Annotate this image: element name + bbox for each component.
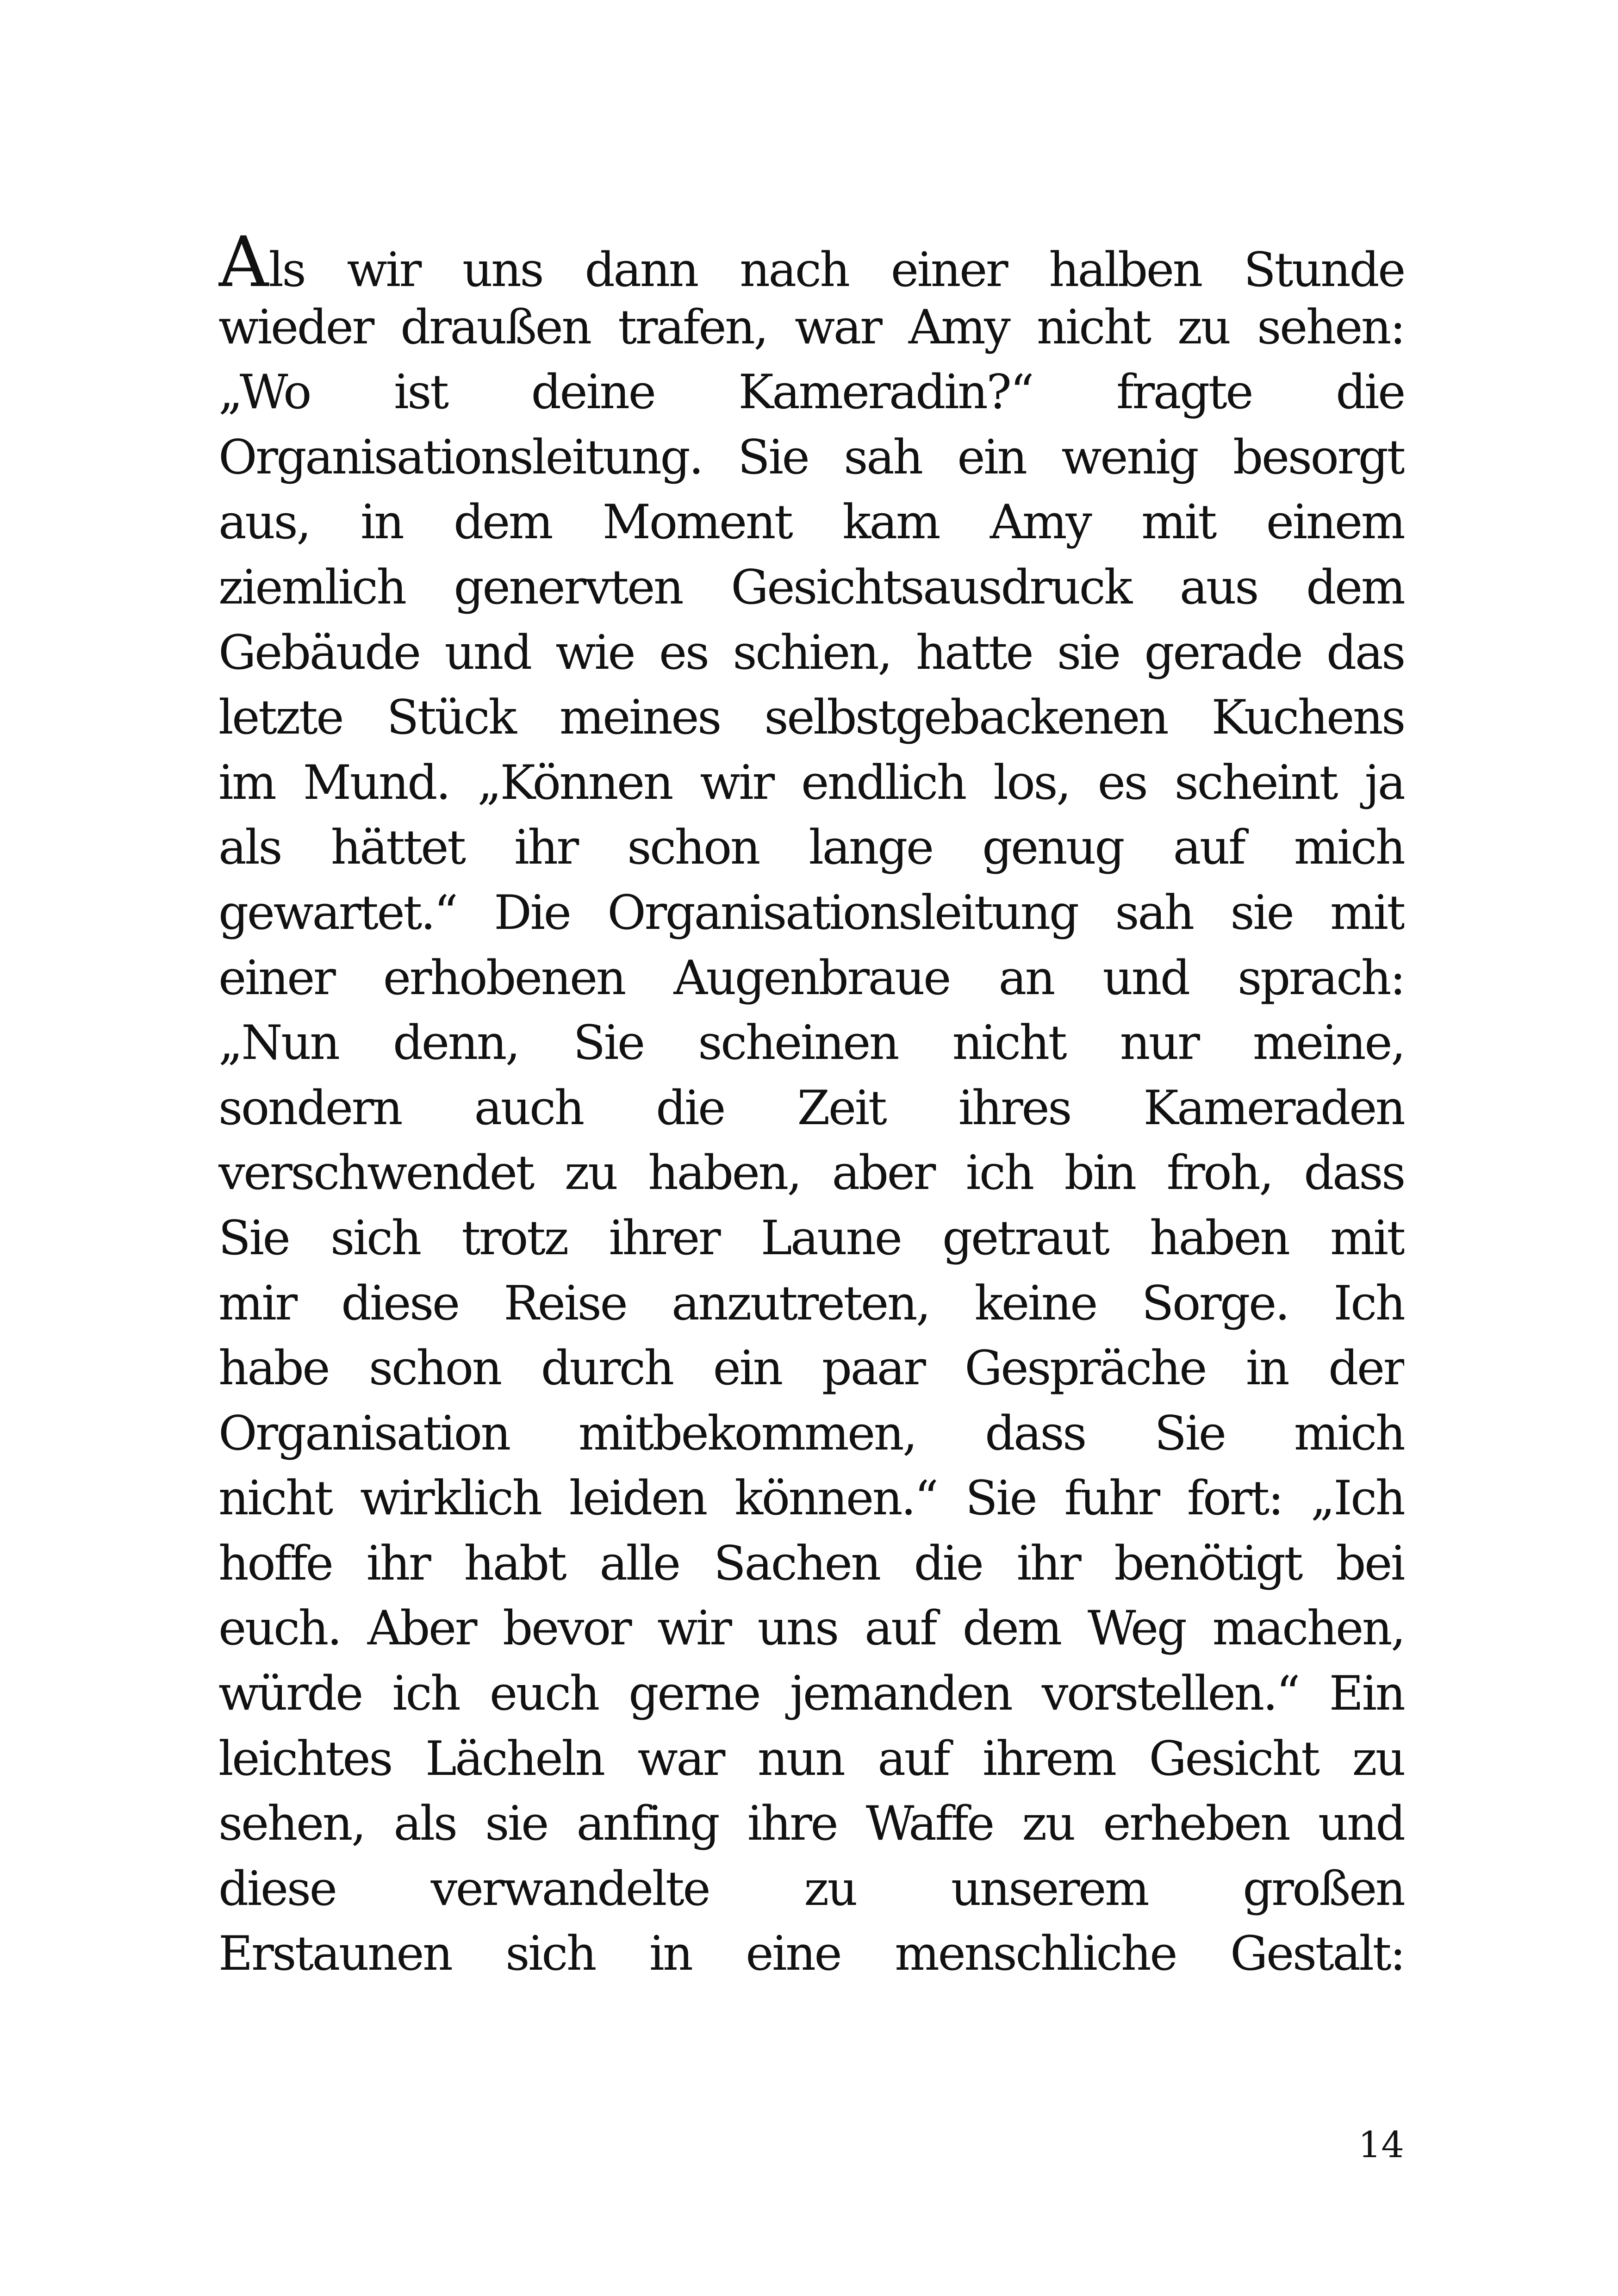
text-line-4: Organisationsleitung. Sie sah ein wenig besorgt [218,429,1404,485]
text-line-1 [218,230,1404,295]
text-line-14: sondern auch die Zeit ihres Kameraden [218,1080,1404,1136]
text-line-21: hoffe ihr habt alle Sachen die ihr benötigt bei [218,1536,1404,1591]
page-number: 14 [1358,2124,1404,2166]
drop-cap-letter: A [218,230,269,295]
text-line-3: „Wo ist deine Kameradin?“ fragte die [218,365,1404,420]
text-line-12: einer erhobenen Augenbraue an und sprach: [218,950,1404,1006]
text-line-1-rest: ls wir uns dann nach einer halben Stunde [268,243,1404,295]
text-line-23: würde ich euch gerne jemanden vorstellen.“ Ein [218,1666,1404,1722]
text-line-20: nicht wirklich leiden können.“ Sie fuhr fort: „Ich [218,1471,1404,1526]
text-line-25: sehen, als sie anfing ihre Waffe zu erheben und [218,1796,1404,1852]
text-line-10: als hättet ihr schon lange genug auf mich [218,820,1404,876]
text-line-18: habe schon durch ein paar Gespräche in der [218,1341,1404,1396]
body-text [218,230,1404,1987]
text-line-16: Sie sich trotz ihrer Laune getraut haben mit [218,1210,1404,1266]
text-line-15: verschwendet zu haben, aber ich bin froh, dass [218,1145,1404,1201]
text-line-8: letzte Stück meines selbstgebackenen Kuchens [218,690,1404,746]
text-line-5: aus, in dem Moment kam Amy mit einem [218,495,1404,550]
text-line-13: „Nun denn, Sie scheinen nicht nur meine, [218,1015,1404,1071]
text-line-26: diese verwandelte zu unserem großen [218,1861,1404,1916]
text-line-7: Gebäude und wie es schien, hatte sie gerade das [218,625,1404,680]
text-line-11: gewartet.“ Die Organisationsleitung sah sie mit [218,885,1404,940]
text-line-19: Organisation mitbekommen, dass Sie mich [218,1406,1404,1461]
text-line-27: Erstaunen sich in eine menschliche Gestalt: [218,1926,1404,1982]
text-line-9: im Mund. „Können wir endlich los, es scheint ja [218,755,1404,810]
text-line-2: wieder draußen trafen, war Amy nicht zu sehen: [218,299,1404,355]
text-line-22: euch. Aber bevor wir uns auf dem Weg machen, [218,1601,1404,1656]
text-line-17: mir diese Reise anzutreten, keine Sorge. Ich [218,1276,1404,1331]
text-line-24: leichtes Lächeln war nun auf ihrem Gesicht zu [218,1731,1404,1786]
text-line-6: ziemlich genervten Gesichtsausdruck aus dem [218,560,1404,615]
